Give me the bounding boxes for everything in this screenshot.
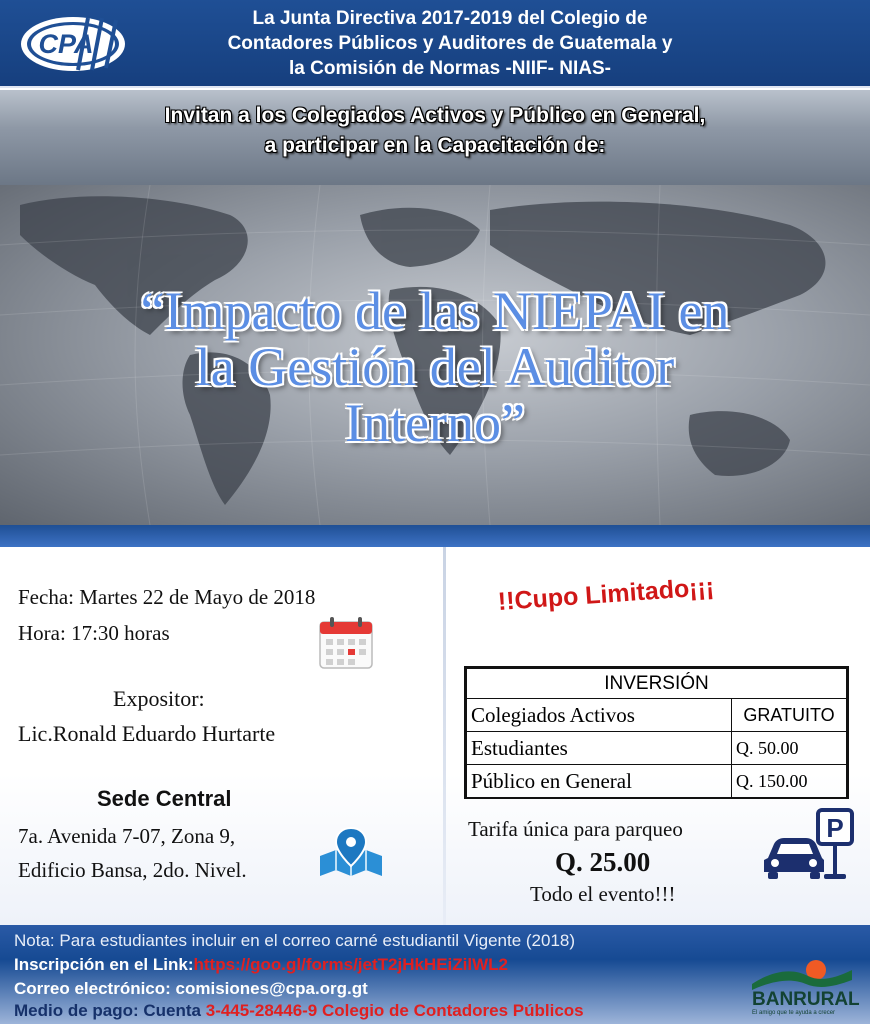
table-row [467, 765, 847, 798]
registration-label: Inscripción en el Link: [14, 955, 194, 974]
investment-header: INVERSIÓN [467, 669, 847, 699]
email-link[interactable]: comisiones@cpa.org.gt [175, 979, 368, 998]
header-bar [0, 0, 870, 88]
invitation-line-1: Invitan a los Colegiados Activos y Público en General, [164, 104, 706, 127]
payment-account: 3-445-28446-9 Colegio de Contadores Públicos [205, 1001, 584, 1020]
table-row [467, 732, 847, 765]
event-time: Hora: 17:30 horas [18, 621, 170, 645]
event-date: Fecha: Martes 22 de Mayo de 2018 [18, 585, 316, 609]
logo-text: CPA [38, 29, 94, 59]
parking-sign-letter: P [826, 813, 844, 843]
invitation-band [0, 90, 870, 185]
email-label: Correo electrónico: [14, 979, 171, 998]
title-line-1: “Impacto de las NIEPAI en [140, 281, 730, 341]
investment-table [464, 666, 849, 799]
parking-label: Tarifa única para parqueo [468, 817, 683, 841]
row-label: Público en General [467, 765, 732, 798]
row-value: Q. 150.00 [732, 765, 847, 798]
sponsor-tagline: El amigo que te ayuda a crecer [752, 1010, 836, 1016]
header-line-3: la Comisión de Normas -NIIF- NIAS- [289, 58, 611, 79]
registration-link[interactable]: https://goo.gl/forms/jetT2jHkHEiZilWL2 [193, 955, 508, 974]
limited-seats-notice: !!Cupo Limitado¡¡¡ [496, 572, 716, 616]
header-line-2: Contadores Públicos y Auditores de Guatemala y [227, 33, 673, 54]
blue-divider-stripe [0, 525, 870, 547]
calendar-icon [318, 616, 374, 670]
speaker-name: Lic.Ronald Eduardo Hurtarte [18, 721, 276, 746]
title-line-3: Interno” [345, 393, 525, 453]
venue-address-line-2: Edificio Bansa, 2do. Nivel. [18, 858, 247, 882]
speaker-label: Expositor: [113, 686, 205, 711]
parking-price: Q. 25.00 [555, 847, 651, 877]
row-label: Colegiados Activos [467, 699, 732, 732]
map-pin-icon [318, 826, 384, 878]
venue-title: Sede Central [97, 786, 232, 811]
cpa-logo [18, 14, 128, 74]
row-label: Estudiantes [467, 732, 732, 765]
sponsor-name: BANRURAL [752, 989, 860, 1010]
email-line [14, 979, 368, 999]
parking-car-icon [762, 808, 856, 884]
payment-label: Medio de pago: Cuenta [14, 1001, 201, 1020]
organizer-text [150, 6, 750, 81]
venue-address-line-1: 7a. Avenida 7-07, Zona 9, [18, 824, 236, 848]
parking-note: Todo el evento!!! [530, 882, 676, 906]
student-note: Nota: Para estudiantes incluir en el correo carné estudiantil Vigente (2018) [14, 931, 576, 950]
title-line-2: la Gestión del Auditor [195, 337, 675, 397]
table-row [467, 699, 847, 732]
row-value: Q. 50.00 [732, 732, 847, 765]
header-line-1: La Junta Directiva 2017-2019 del Colegio de [252, 8, 648, 29]
registration-line [14, 955, 508, 975]
payment-line [14, 1001, 584, 1021]
row-value: GRATUITO [732, 699, 847, 732]
invitation-line-2: a participar en la Capacitación de: [264, 134, 606, 157]
column-divider [443, 547, 446, 925]
title-banner [0, 185, 870, 525]
event-title [20, 283, 850, 451]
